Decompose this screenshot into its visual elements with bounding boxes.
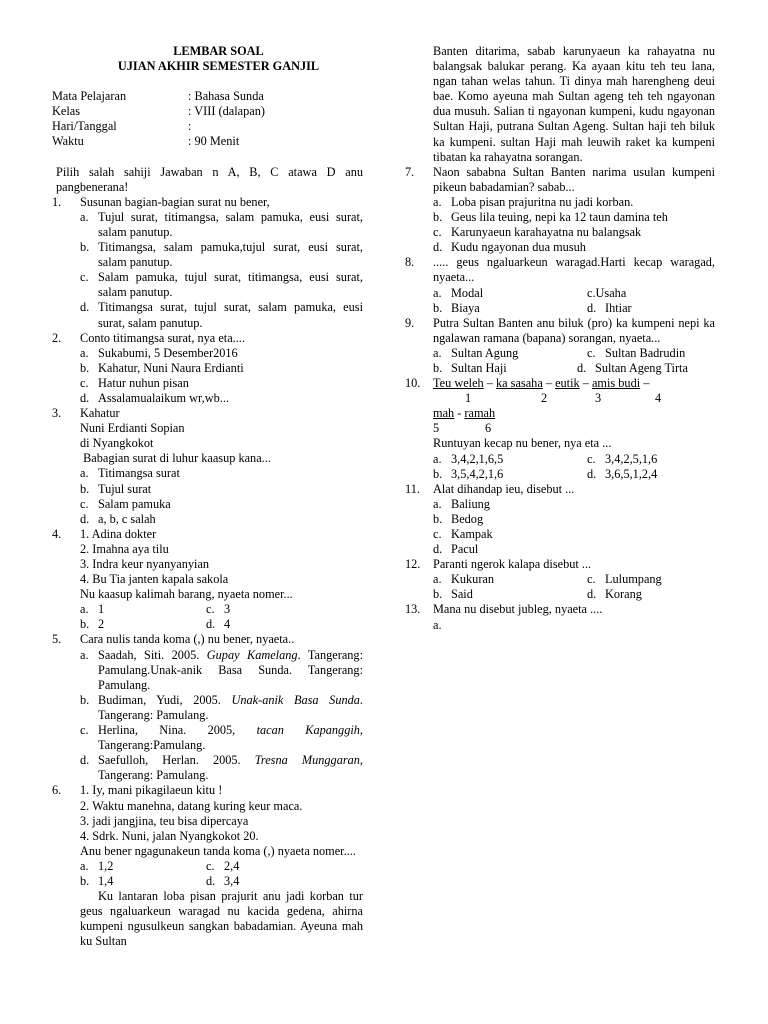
question-line: 3. jadi jangjina, teu bisa dipercaya	[80, 813, 249, 828]
meta-row: Kelas : VIII (dalapan)	[52, 104, 265, 119]
option: d. Titimangsa surat, tujul surat, salam pamuka, eusi surat, salam panutup.	[80, 300, 363, 330]
word-row-2: mah - ramah	[433, 406, 496, 421]
question-line: di Nyangkokot	[80, 436, 154, 451]
document-subtitle: UJIAN AKHIR SEMESTER GANJIL	[117, 59, 320, 74]
question-13: 13. Mana nu disebut jubleg, nyaeta ....	[405, 602, 603, 617]
option: d. Pacul	[433, 542, 479, 557]
question-line: Anu bener ngagunakeun tanda koma (,) nyaeta nomer....	[80, 843, 356, 858]
question-line: Nu kaasup kalimah barang, nyaeta nomer...	[80, 587, 293, 602]
question-line: Runtuyan kecap nu bener, nya eta ...	[433, 436, 612, 451]
option: a. Titimangsa surat	[80, 466, 180, 481]
document-title: LEMBAR SOAL	[173, 44, 264, 58]
question-line: Nuni Erdianti Sopian	[80, 421, 185, 436]
meta-row: Hari/Tanggal :	[52, 119, 192, 134]
option-row: a. 3,4,2,1,6,5 c. 3,4,2,5,1,6	[433, 451, 658, 466]
option: c. Salam pamuka, tujul surat, titimangsa, eusi surat, salam panutup.	[80, 270, 363, 300]
meta-row: Waktu : 90 Menit	[52, 134, 240, 149]
option: c. Hatur nuhun pisan	[80, 375, 189, 390]
option: c. Salam pamuka	[80, 496, 171, 511]
option: a.	[433, 617, 442, 632]
question-9: 9. Putra Sultan Banten anu biluk (pro) ka kumpeni nepi ka ngalawan ramana (bapana) sorangan, nyaeta...	[405, 315, 715, 345]
instruction: Pilih salah sahiji Jawaban n A, B, C atawa D anu pangbenerana!	[56, 164, 363, 194]
option-row: a. 1 c. 3	[80, 602, 231, 617]
question-2: 2. Conto titimangsa surat, nya eta....	[52, 330, 245, 345]
option: a. Baliung	[433, 496, 490, 511]
option: a. Saadah, Siti. 2005. Gupay Kamelang. Tangerang: Pamulang.Unak-anik Basa Sunda. Tangerang: Pamulang.	[80, 647, 363, 692]
option-row: a. 1,2 c. 2,4	[80, 858, 240, 873]
option: a. Sukabumi, 5 Desember2016	[80, 345, 238, 360]
question-3: 3. Kahatur	[52, 406, 120, 421]
option: d. Saefulloh, Herlan. 2005. Tresna Munggaran, Tangerang: Pamulang.	[80, 753, 363, 783]
option: b. Budiman, Yudi, 2005. Unak-anik Basa Sunda. Tangerang: Pamulang.	[80, 692, 363, 722]
option-row: b. 1,4 d. 3,4	[80, 873, 240, 888]
question-line: 2. Imahna aya tilu	[80, 541, 169, 556]
option: b. Titimangsa, salam pamuka,tujul surat, eusi surat, salam panutup.	[80, 240, 363, 270]
reading-passage-start: Ku lantaran loba pisan prajurit anu jadi korban tur geus ngaluarkeun waragad nu kacida gedena, ahirna kumpeni ngusulkeun sangkan babadamian. Ayeuna mah ku Sultan	[80, 889, 363, 949]
option: c. Kampak	[433, 527, 493, 541]
word-number-row-2: 5 6	[433, 421, 492, 436]
question-line: 4. Bu Tia janten kapala sakola	[80, 572, 229, 587]
left-column	[52, 44, 363, 949]
option-row: b. 2 d. 4	[80, 617, 231, 632]
question-line: 4. Sdrk. Nuni, jalan Nyangkokot 20.	[80, 828, 259, 843]
option: c. Karunyaeun karahayatna nu balangsak	[433, 225, 642, 240]
option-row: b. Said d. Korang	[433, 587, 642, 602]
question-7: 7. Naon sababna Sultan Banten narima usulan kumpeni pikeun babadamian? sabab...	[405, 164, 715, 194]
question-line: 3. Indra keur nyanyanyian	[80, 557, 210, 571]
right-column	[405, 44, 715, 633]
option-row: a. Modal c. Usaha	[433, 285, 627, 300]
option: d. Kudu ngayonan dua musuh	[433, 240, 586, 255]
meta-row: Mata Pelajaran : Bahasa Sunda	[52, 89, 264, 104]
option: a. Tujul surat, titimangsa, salam pamuka, eusi surat, salam panutup.	[80, 209, 363, 239]
question-10: 10. Teu weleh – ka sasaha – eutik – amis budi –	[405, 376, 650, 391]
question-11: 11. Alat dihandap ieu, disebut ...	[405, 481, 575, 496]
option: d. Assalamualaikum wr,wb...	[80, 390, 229, 405]
option: b. Kahatur, Nuni Naura Erdianti	[80, 360, 244, 375]
option-row: b. Biaya d. Ihtiar	[433, 300, 632, 315]
option: a. Loba pisan prajuritna nu jadi korban.	[433, 194, 634, 209]
question-6: 6. 1. Iy, mani pikagilaeun kitu !	[52, 783, 223, 798]
question-5: 5. Cara nulis tanda koma (,) nu bener, nyaeta..	[52, 632, 295, 647]
option: d. a, b, c salah	[80, 511, 156, 526]
option-row: b. 3,5,4,2,1,6 d. 3,6,5,1,2,4	[433, 466, 658, 481]
word-number-row: 1 2 3 4	[465, 391, 662, 406]
option: c. Herlina, Nina. 2005, tacan Kapanggih, Tangerang:Pamulang.	[80, 723, 363, 753]
option-row: b. Sultan Haji d. Sultan Ageng Tirta	[433, 360, 688, 375]
reading-passage-continued: Banten ditarima, sabab karunyaeun ka rahayatna nu balangsak balukar perang. Ka ayaan kitu teh teu lana, ngan tahan welas tahun. Ti dinya mah harengheng deui bae. Komo ayeuna mah Sultan ageng teh teh ngayonan dua musuh. Salian ti ngayonan kumpeni, kudu ngayonan Sultan Haji, putrana Sultan Ageng. Sultan haji teh biluk ka kumpeni. sultan Haji mah leuwih raket ka kumpeni tibatan ka rahayatna sorangan.	[433, 44, 715, 164]
question-line: Babagian surat di luhur kaasup kana...	[80, 451, 271, 466]
question-8: 8. ..... geus ngaluarkeun waragad.Harti kecap waragad, nyaeta...	[405, 255, 715, 285]
question-1: 1. Susunan bagian-bagian surat nu bener,	[52, 194, 270, 209]
option-row: a. Sultan Agung c. Sultan Badrudin	[433, 345, 686, 360]
option: b. Bedog	[433, 511, 484, 526]
question-line: 2. Waktu manehna, datang kuring keur maca.	[80, 798, 303, 813]
option: b. Geus lila teuing, nepi ka 12 taun damina teh	[433, 210, 668, 225]
option: b. Tujul surat	[80, 481, 152, 496]
option-row: a. Kukuran c. Lulumpang	[433, 572, 662, 587]
question-4: 4. 1. Adina dokter	[52, 526, 157, 541]
question-12: 12. Paranti ngerok kalapa disebut ...	[405, 557, 592, 572]
